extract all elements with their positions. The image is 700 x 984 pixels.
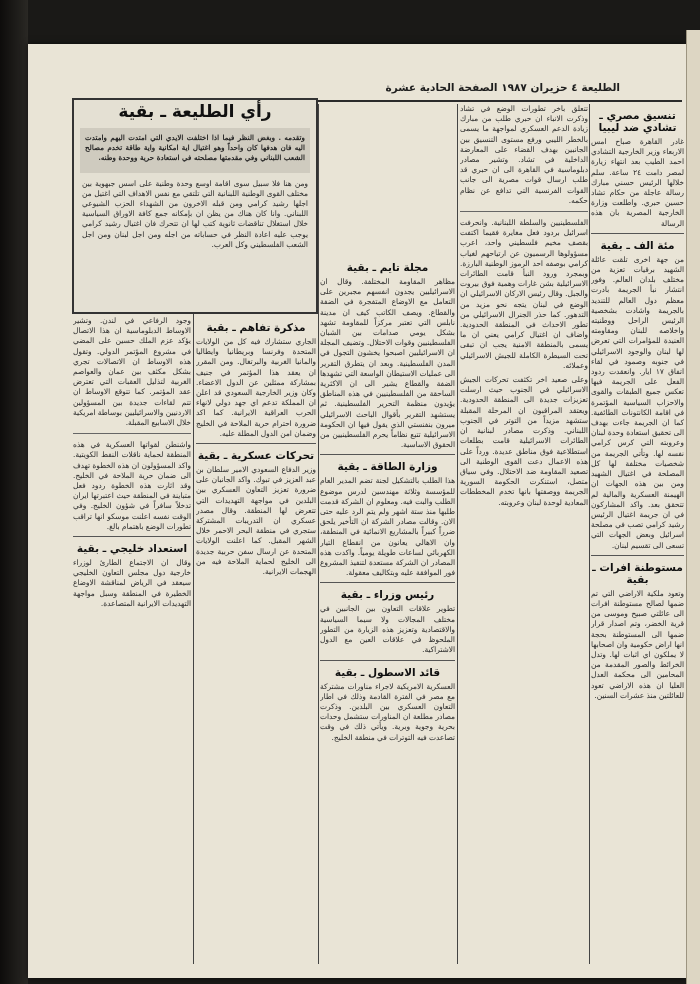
article-body: غادر القاهرة صباح امس الاربعاء وزير الخارجية التشادي احمد الطيب بعد انتهاء زيارة لمصر دامت ٢٤ ساعة. سلم خلالها الرئيس حسني مبارك رسالة عاجلة من حكام تشاد حسين حبري. واطلعت وزارة الخارجية المصرية بان هذه الرسالة bbox=[591, 137, 684, 228]
column-rule bbox=[589, 104, 590, 964]
article-title: قائد الاسطول ـ بقية bbox=[334, 666, 441, 679]
article-body: وزير الدفاع السعودي الامير سلطان بن عبد العزيز في تبوك. واكد الجانبان على ضرورة تعزيز التعاون العسكري بين البلدين في مواجهة التهديدات التي تتعرض لها المنطقة. وقال مصدر عسكري ان التدريبات المشتركة ستجري في منطقة البحر الاحمر خلال الشهر المقبل. كما اعلنت الولايات المتحدة عن ارسال سفن حربية جديدة الى الخليج لحماية الملاحة فيه من الهجمات الايرانية. bbox=[196, 465, 316, 577]
editorial-lead: وتقدمه . وبغض النظر فيما اذا اختلفت الايدي التي امتدت اليهم وامتدت اليه فان هدفها كان واحداً وهو اغتيال اية امكانية واية طاقة تخدم مصالح الشعب اللبناني وفي مقدمتها مصلحته في استعادة حرية ووحدة وطنه. bbox=[85, 133, 305, 163]
divider bbox=[320, 454, 455, 455]
article-title: رئيس وزراء ـ بقية bbox=[340, 589, 435, 602]
divider bbox=[320, 660, 455, 661]
column-d bbox=[460, 104, 588, 974]
editorial-title: رأي الطليعة ـ بقية bbox=[118, 102, 272, 122]
article-body: العسكرية الامريكية لاجراء مناورات مشتركة مع مصر في الفترة القادمة وذلك في اطار التعاون العسكري بين البلدين. وذكرت مصادر مطلعة ان المناورات ستشمل وحدات بحرية وجوية وبرية. ويأتي ذلك في وقت تصاعدت فيه التوترات في منطقة الخليج. bbox=[320, 681, 455, 742]
article-body: واشنطن لقواتها العسكرية في هذه المنطقة لحماية ناقلات النفط الكويتية. واكد المسؤولون ان هذه الخطوة تهدف الى ضمان حرية الملاحة في الخليج. وقد اثارت هذه الخطوة ردود فعل متباينة في المنطقة حيث اعتبرتها ايران تدخلاً سافراً في شؤون الخليج. وفي الوقت نفسه اعلنت موسكو انها تراقب تطورات الوضع باهتمام بالغ. bbox=[73, 440, 191, 531]
article-title: تنسيق مصري ـ تشادي ضد ليبيا bbox=[598, 110, 677, 134]
article-title: مجلة تايم ـ بقية bbox=[346, 262, 429, 274]
divider bbox=[591, 233, 684, 234]
divider bbox=[196, 443, 316, 444]
divider bbox=[320, 582, 455, 583]
article-body: الجاري ستشارك فيه كل من الولايات المتحدة وفرنسا وبريطانيا وايطاليا والمانيا الغربية والبرتغال. ومن المقرر ان يعقد هذا المؤتمر في جنيف بمشاركة ممثلين عن الدول الاعضاء. وكان وزير الخارجية السعودي قد اعلن ان المملكة تدعم اي جهد دولي لانهاء الحرب العراقية الايرانية. كما اكد ضرورة احترام حرية الملاحة في الخليج وضمان امن الدول المطلة عليه. bbox=[196, 337, 316, 438]
column-rule bbox=[457, 104, 458, 964]
article-body: وقال ان الاجتماع الطارئ لوزراء خارجية دول مجلس التعاون الخليجي سيعقد في الرياض لمناقشة الاوضاع الخطيرة في المنطقة وسبل مواجهة التهديدات الايرانية المتصاعدة. bbox=[73, 558, 191, 608]
article-body: من جهة اخرى تلقت عائلة الشهيد برقيات تعزية من مختلف بلدان العالم. وفور انتشار نبأ الجريمة بادرت معظم دول العالم للتنديد بالجريمة واشادت بشخصية الرئيس الراحل ووطنيته واخلاصه للبنان ومقاومته العنيدة للمؤامرات التي تعرض لها لبنان والوجود الاسرائيلي في جنوبه وصمود في لقاء اتفاق ١٧ ايار. وانعقدت ردود الفعل على الجريمة فيها تعكس جميع الطبقات والقوى والاحزاب السياسية المؤتمرة في اقامة الكانتونات الطائفية. كما ان الجريمة جاءت بهدف الى تحقيق استعادة وحدة لبنان وعروبته التي كرس كرامي نفسه لها. وتأتي الجريمة من شخصيات مختلفة لها كل المصلحة في اغتيال الشهيد ومن بين هذه الجهات ان الهيمنة العسكرية والمالية لم تتحقق بعد. واكد المشاركون في ان جريمة اغتيال الرئيس رشيد كرامي تصب في مصلحة اسرائيل وبعض الجهات التي تسعى الى تقسيم لبنان. bbox=[591, 254, 684, 550]
article-body: مظاهر المقاومة المختلفة. وقال ان الاسرائيليين يجدون انفسهم مجبرين على التعامل مع الاوضاع المتفجرة في الضفة والقطاع. ويصف الكاتب كيف ان مدينة نابلس التي تعتبر مركزاً للمقاومة تشهد بشكل يومي صدامات بين الشبان الفلسطينيين وقوات الاحتلال. وتضيف المجلة ان الاسرائيليين اصبحوا يخشون التجول في المدن الفلسطينية. وبعد ان يتطرق التقرير الى عمليات الاستيطان الواسعة التي تشهدها الضفة والقطاع يشير الى ان الاكثرية الساحقة من الفلسطينيين في هذه المناطق يؤيدون منظمة التحرير الفلسطينية. ثم يستشهد التقرير بأقوال الباحث الاسرائيلي ميرون بنفنستي الذي يقول فيها ان الحكومة الاسرائيلية تتبع نظاماً يحرم الفلسطينيين من الحقوق الاساسية. bbox=[320, 277, 455, 450]
article-body: الفلسطينيين والسلطة اللبنانية. وانحرفت اسرائيل بردود فعل مغايرة فقيما اكتفت بقصف مخيم فلسطيني واحد، اعرب مسؤولوها الرسميون عن ارتياحهم لغياب كرامي بوصفه احد الرموز الوطنية البارزة. وبمجرد ورود النبأ قامت الطائرات الاسرائيلية بشن غارات وهمية فوق بيروت والجبل. وقال رئيس الاركان الاسرائيلي ان الوضع في لبنان يتجه نحو مزيد من التدهور. كما حذر الجنرال الاسرائيلي من تطور الاحداث في المنطقة الحدودية. واضاف ان اغتيال كرامي يعني ان ما يسمى بالمنطقة الامنية يجب ان تبقى تحت السيطرة الكاملة للجيش الاسرائيلي وعملائه. bbox=[460, 218, 588, 370]
scan-shadow bbox=[0, 0, 28, 984]
article-body: وجود الرفاعي في لندن. وتشير الاوساط الدبلوماسية ان هذا الاتصال يؤكد عزم الملك حسين على المضي في مشروع المؤتمر الدولي. وتقول هذه الاوساط ان الاتصالات تجري بشكل مكثف بين عمان والعواصم الغربية لتذليل العقبات التي تعترض عقد المؤتمر. كما تتوقع الاوساط ان تتم لقاءات جديدة بين المسؤولين الاردنيين والاسرائيليين بوساطة امريكية خلال الاسابيع المقبلة. bbox=[73, 316, 191, 428]
header-line: الطليعة ٤ حزيران ١٩٨٧ الصفحة الحادية عشرة bbox=[385, 82, 620, 94]
divider bbox=[460, 211, 588, 213]
page-edge bbox=[686, 30, 700, 984]
editorial-body: ومن هنا فلا سبيل سوى اقامة اوسع وحدة وطنية على اسس جبهوية بين مختلف القوى الوطنية اللبنانية التي تلتقي مع نفس الاهداف التي اغتيل من اجلها رشيد كرامي ومن قبله الاخرون من الشهداء الحزب الشيوعي اللبناني. وانا كان هناك من يظن ان بإمكانه جمع كافة الاوراق السياسية خلال استغلال تناقضات ثانوية كتب لها ان تتحرك فان اغتيال رشيد كرامي يوجب عليه اعادة النظر في حساباته من اجله ومن اجل لبنان ومن اجل الشعب الفلسطيني وكل العرب. bbox=[82, 178, 308, 249]
article-body: وتعود ملكية الاراضي التي تم ضمها لصالح مستوطنة افرات الى عائلتي صبيح وموسى من قرية الخضر، وتم اصدار قرار ضمها الى المستوطنة بحجة انها اراض حكومية وان اصحابها لا يملكون اي اثبات لها. وتدل الخرائط والصور المقدمة من المحامين الى محكمة العدل العليا ان هذه الاراضي تعود للعائلتين منذ عشرات السنين. bbox=[591, 588, 684, 700]
divider bbox=[591, 555, 684, 556]
divider bbox=[73, 536, 191, 537]
article-body: وعلى صعيد اخر تكثفت تحركات الجيش الاسرائيلي في الجنوب حيث ارسلت تعزيزات جديدة الى المنطقة الحدودية. ويعتقد المراقبون ان المرحلة المقبلة ستشهد مزيداً من التوتر في الجنوب اللبناني. وذكرت مصادر لبنانية ان الطائرات الاسرائيلية قامت بطلعات استطلاعية فوق مناطق عديدة. ورداً على هذه الاعمال دعت القوى الوطنية الى تصعيد المقاومة ضد الاحتلال. وفي سياق متصل، استنكرت الحكومة السورية الجريمة ووصفتها بانها تخدم المخططات المعادية لوحدة لبنان وعروبته. bbox=[460, 375, 588, 507]
editorial-box bbox=[72, 98, 318, 314]
column-c bbox=[320, 256, 455, 974]
divider bbox=[73, 433, 191, 435]
column-right bbox=[591, 104, 684, 974]
article-title: استعداد خليجي ـ بقية bbox=[76, 543, 188, 556]
column-b bbox=[196, 316, 316, 974]
article-title: وزارة الطاقة ـ بقية bbox=[337, 461, 438, 474]
article-title: مئة الف ـ بقية bbox=[600, 239, 675, 252]
article-title: تحركات عسكرية ـ بقية bbox=[197, 450, 315, 463]
newspaper-page bbox=[28, 44, 686, 978]
column-rule bbox=[318, 104, 319, 964]
article-body: هذا الطلب بالتشكيل لجنة تضم المدير العام للمؤسسة وثلاثة مهندسين لدرس موضوع الطلب والبت فيه. ومعلوم ان الشركة قدمت طلبها منذ ستة اشهر ولم يتم الرد عليه حتى الان. وقالت مصادر الشركة ان التأخير يلحق ضرراً كبيراً بالمشاريع الانمائية في المنطقة، وان الاهالي يعانون من انقطاع التيار الكهربائي لساعات طويلة يومياً. واكدت هذه المصادر ان الشركة مستعدة لتنفيذ المشروع فور الموافقة عليه وبتكاليف معقولة. bbox=[320, 476, 455, 578]
article-title: مذكرة تفاهم ـ بقية bbox=[206, 322, 306, 334]
editorial-lead-box bbox=[80, 128, 310, 173]
article-body: تطوير علاقات التعاون بين الجانبين في مختلف المجالات ولا سيما السياسية والاقتصادية وتعزيز هذه الزيارة من التطور الملحوظ في علاقات العين مع الدول الاشتراكية. bbox=[320, 604, 455, 655]
column-a bbox=[73, 316, 191, 974]
article-body: تتعلق باخر تطورات الوضع في تشاد وذكرت الانباء ان حبري طلب من مبارك زيادة الدعم العسكري لمواجهة ما يسمى بالخطر الليبي ورفع مستوى التنسيق بين الجانبين بهدف القضاء على المعارضة الداخلية في تشاد. وتشير مصادر دبلوماسية في القاهرة الى ان حبري قد طلب ارسال قوات مصرية الى جانب القوات الفرنسية التي تدافع عن نظام حكمه. bbox=[460, 104, 588, 205]
article-title: مستوطنة افرات ـ بقية bbox=[592, 561, 683, 586]
